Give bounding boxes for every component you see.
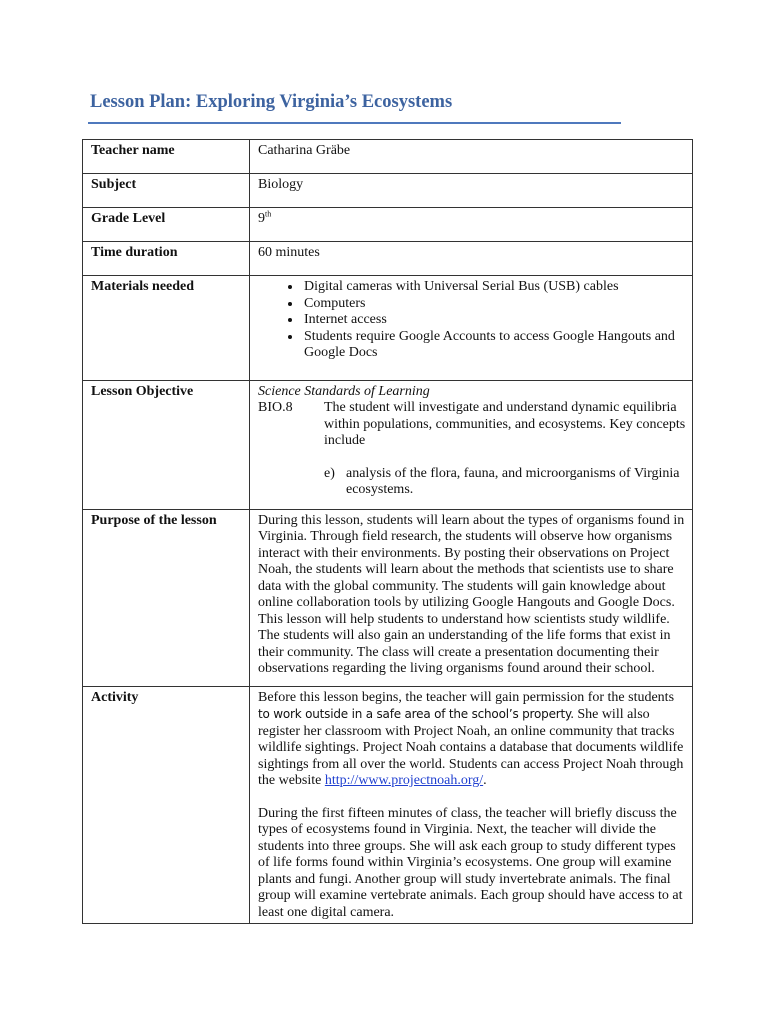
standard-entry [258, 400, 686, 450]
standards-heading: Science Standards of Learning [258, 383, 430, 399]
table-row-purpose [83, 509, 693, 686]
materials-value [250, 276, 693, 381]
grade-number: 9 [258, 211, 265, 226]
materials-list [258, 279, 686, 362]
activity-paragraph-1 [258, 690, 686, 790]
table-row-objective [83, 380, 693, 509]
row-label: Materials needed [83, 276, 250, 381]
list-item: • Computers [302, 296, 686, 313]
table-row-time [83, 242, 693, 276]
row-label: Grade Level [83, 208, 250, 242]
standard-subitem [258, 466, 686, 499]
row-label: Subject [83, 174, 250, 208]
subitem-text: analysis of the flora, fauna, and microorganisms of Virginia ecosystems. [346, 465, 680, 497]
row-label: Activity [83, 686, 250, 924]
list-item: • Students require Google Accounts to access Google Hangouts and Google Docs [302, 329, 686, 362]
subitem-letter: e) [324, 465, 335, 481]
row-label: Purpose of the lesson [83, 509, 250, 686]
subject-value: Biology [250, 174, 693, 208]
activity-text: . [483, 773, 487, 788]
grade-level-value [250, 208, 693, 242]
objective-value [250, 380, 693, 509]
row-label: Teacher name [83, 140, 250, 174]
project-noah-link[interactable]: http://www.projectnoah.org/ [324, 773, 484, 788]
table-row-activity [83, 686, 693, 924]
table-row-materials [83, 276, 693, 381]
teacher-name-value: Catharina Gräbe [250, 140, 693, 174]
activity-text: She will also register her classroom with Project Noah, an online community that tracks wildlife sightings. Project Noah contains a database that documents wildlife sightings from all over the world. Students can access Project Noah through the website [258, 707, 684, 788]
activity-value [250, 686, 693, 924]
activity-text: to work outside in a safe area of the school’s property. [258, 707, 574, 721]
list-item: • Internet access [302, 312, 686, 329]
list-item: • Digital cameras with Universal Serial Bus (USB) cables [302, 279, 686, 296]
time-duration-value: 60 minutes [250, 242, 693, 276]
purpose-value: During this lesson, students will learn about the types of organisms found in Virginia. Through field research, the students will observe how organisms interact with their environments. By posting their observations on Project Noah, the students will learn about the methods that scientists use to share data with the global community. The students will gain knowledge about online collaboration tools by utilizing Google Hangouts and Google Docs. This lesson will help students to understand how scientists study wildlife. The students will also gain an understanding of the life forms that exist in their community. The class will create a presentation documenting their observations regarding the living organisms found around their school. [250, 509, 693, 686]
standard-code: BIO.8 [258, 400, 293, 415]
lesson-plan-table [82, 139, 693, 924]
activity-text: Before this lesson begins, the teacher will gain permission for the students [258, 689, 675, 705]
row-label: Time duration [83, 242, 250, 276]
standard-text: The student will investigate and understand dynamic equilibria within populations, communities, and ecosystems. Key concepts include [324, 400, 686, 448]
grade-ordinal-suffix: th [265, 209, 272, 219]
table-row-grade [83, 208, 693, 242]
table-row-subject [83, 174, 693, 208]
document-title: Lesson Plan: Exploring Virginia’s Ecosystems [90, 92, 453, 112]
row-label: Lesson Objective [83, 380, 250, 509]
activity-paragraph-2: During the first fifteen minutes of class, the teacher will briefly discuss the types of ecosystems found in Virginia. Next, the teacher will divide the students into three groups. She will ask each group to study different types of life forms found within Virginia’s ecosystems. One group will examine plants and fungi. Another group will study invertebrate animals. The final group will examine vertebrate animals. Each group should have access to at least one digital camera. [258, 805, 683, 920]
title-underline [88, 122, 621, 124]
table-row-teacher [83, 140, 693, 174]
